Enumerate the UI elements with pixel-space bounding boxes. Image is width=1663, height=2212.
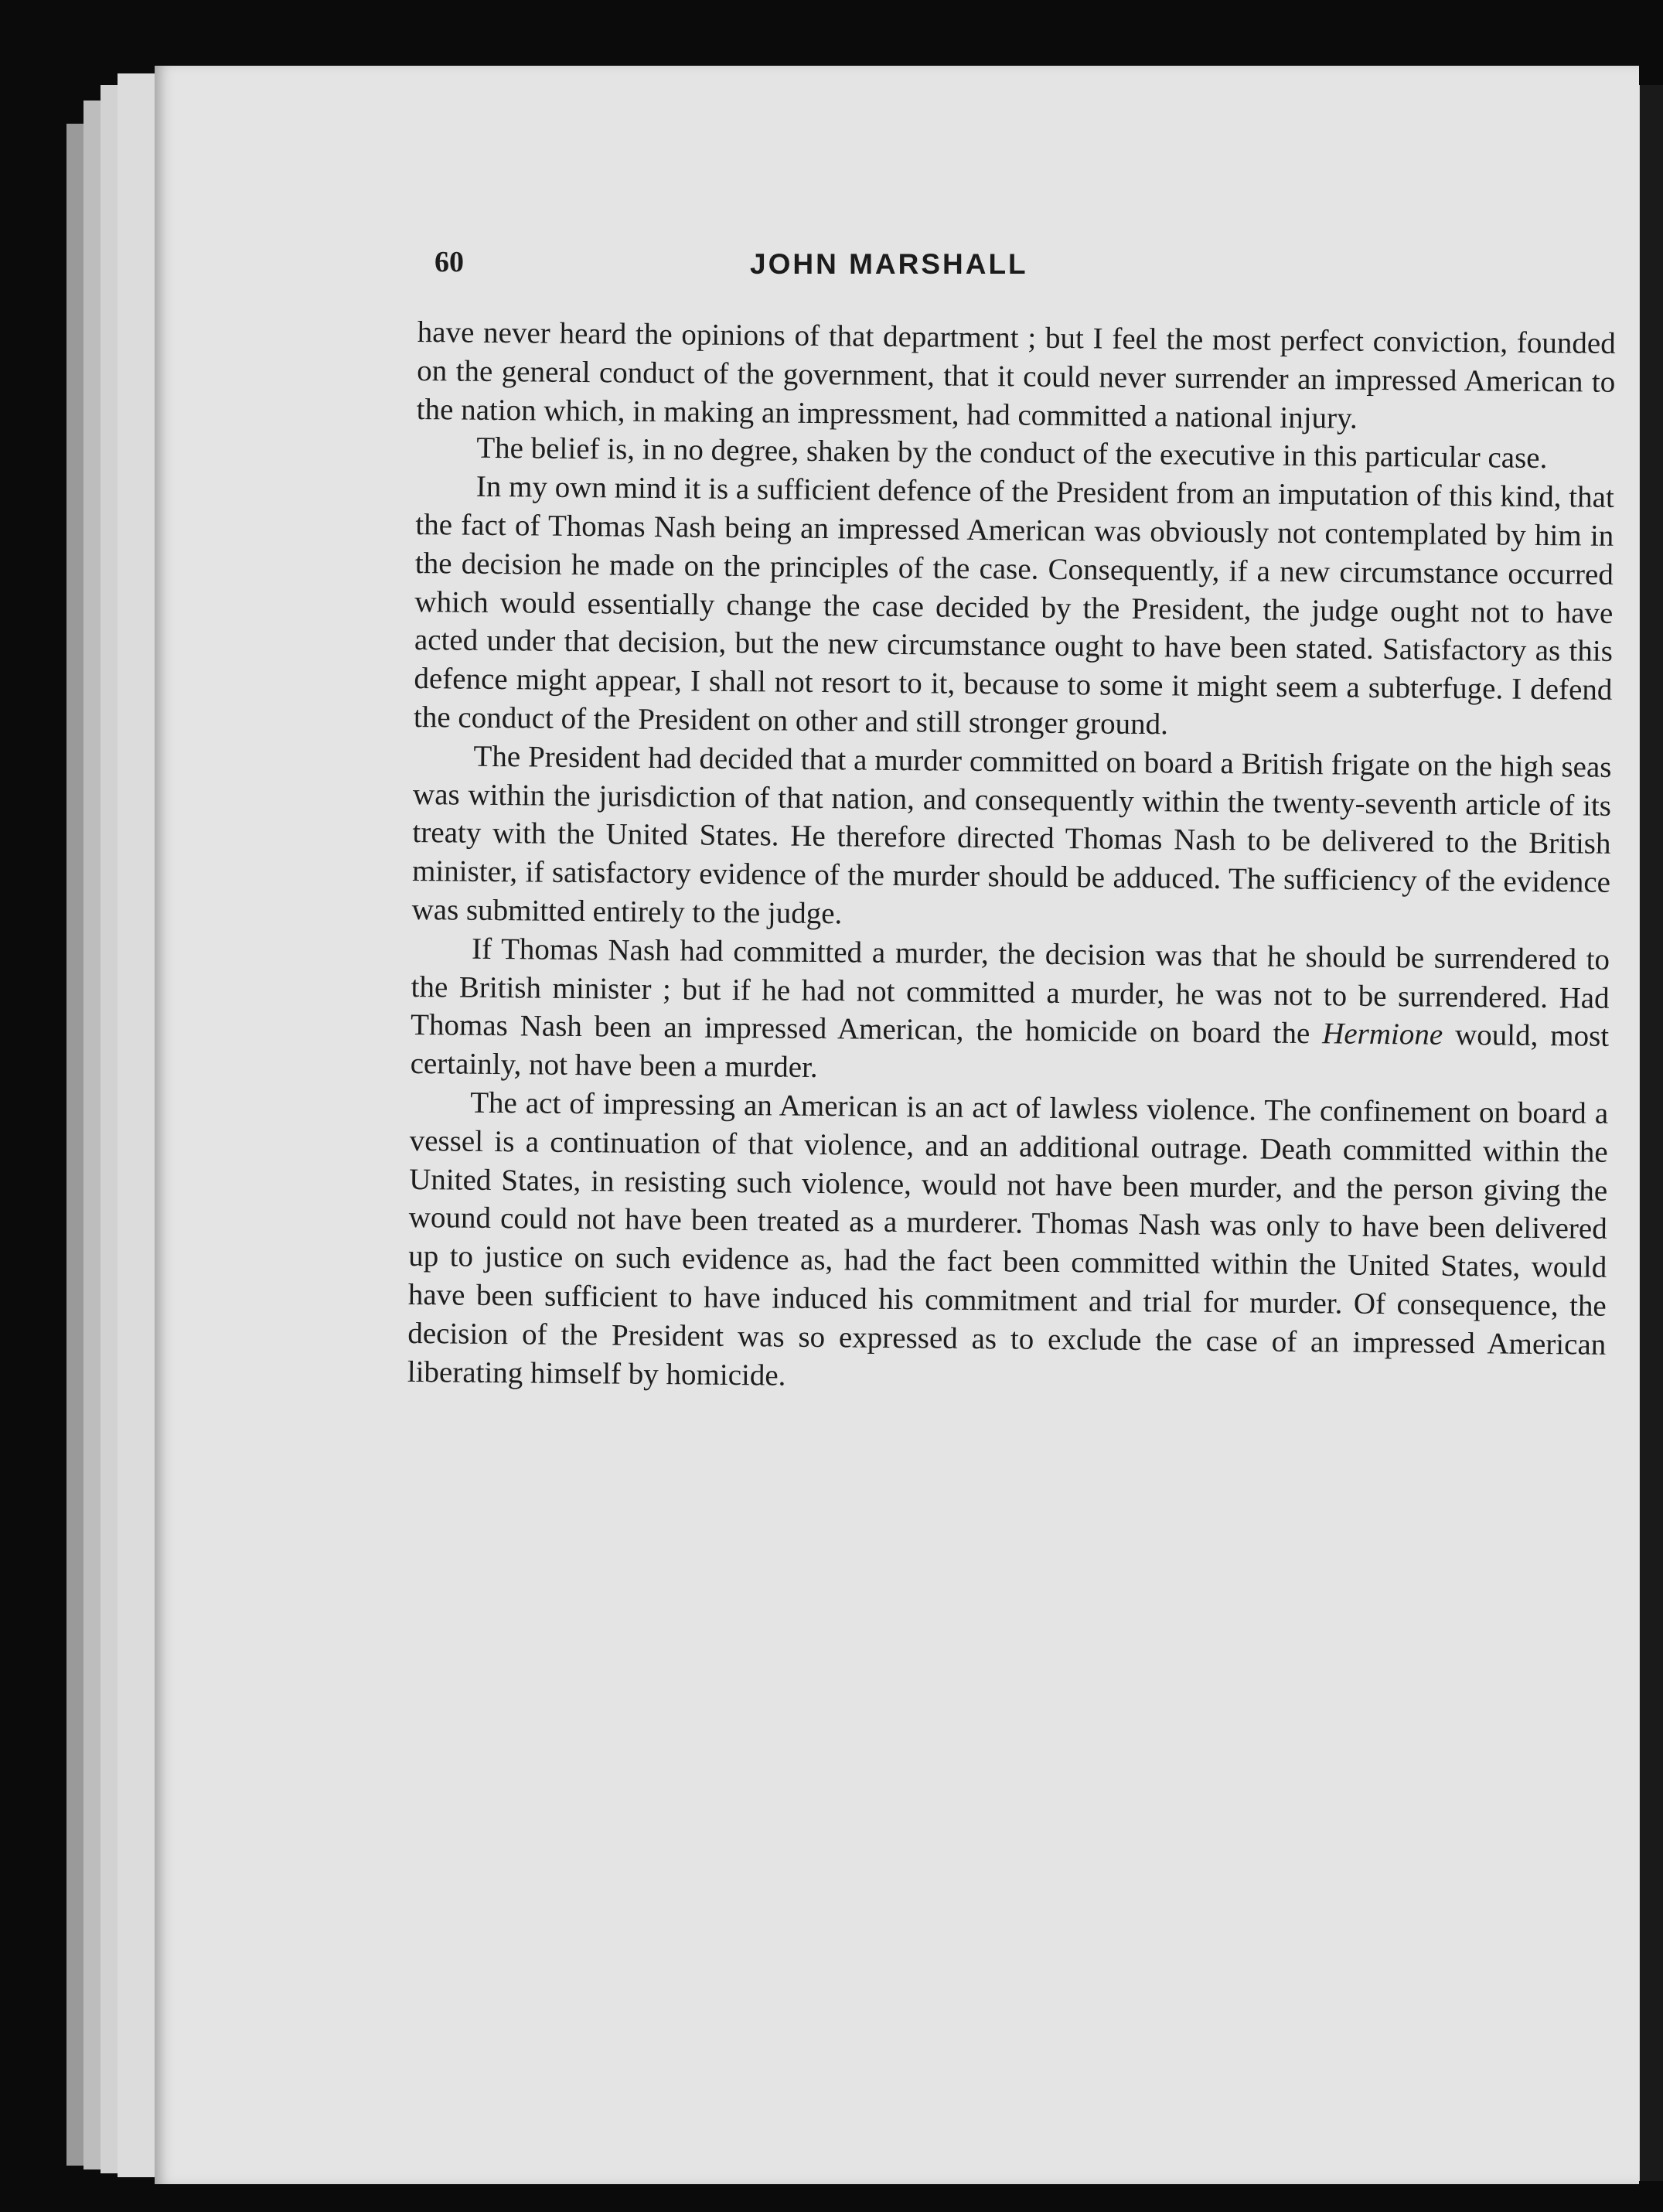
page-number: 60 [434,246,464,278]
book-page [155,66,1639,2184]
paragraph: The President had decided that a murder committed on board a British frigate on the high seas was within the jurisdiction of that nation, and consequently within the twenty-seventh article of its treaty with the United States. He therefore directed Thomas Nash to be delivered to the British minister, if satisfactory evidence of the murder should be adduced. The sufficiency of the evidence was submitted entirely to the judge. [411,739,1612,931]
paragraph-text: would, most certainly, not have been a murder. [410,1018,1610,1085]
paragraph: In my own mind it is a sufficient defence of the President from an imputation of this kind, that the fact of Thomas Nash being an impressed American was obviously not contemplated by him in the decision he made on the principles of the case. Consequently, if a new circumstance occurred which would essentially change the case decided by the President, the judge ought not to have acted under that decision, but the new circumstance ought to have been stated. Satisfactory as this defence might appear, I shall not resort to it, because to some it might seem a subterfuge. I defend the conduct of the President on other and still stronger ground. [413,469,1614,741]
paragraph-text: If Thomas Nash had committed a murder, the decision was that he should be surrendered to the British minister ; but if he had not committed a murder, he was not to be surrendered. Had Thomas Nash been an impressed American, the homicide on board the [410,932,1610,1051]
paragraph: The act of impressing an American is an act of lawless violence. The confinement on board a vessel is a continuation of that violence, and an additional outrage. Death committed within the United States, in resisting such violence, would not have been murder, and the person giving the wound could not have been treated as a murderer. Thomas Nash was only to have been delivered up to justice on such evidence as, had the fact been committed within the United States, would have been sufficient to have induced his commitment and trial for murder. Of consequence, the decision of the President was so expressed as to exclude the case of an impressed American liberating himself by homicide. [407,1086,1609,1392]
paragraph [410,929,1610,1095]
ship-name: Hermione [1321,1017,1443,1052]
paragraph: have never heard the opinions of that department ; but I feel the most perfect conviction, founded on the general conduct of the government, that it could never surrender an impressed American to the nation which, in making an impressment, had committed a national injury. [416,315,1616,435]
book-spine-edge [1635,85,1663,2181]
body-text [407,313,1616,1403]
running-head: JOHN MARSHALL [750,248,1028,280]
paragraph: The belief is, in no degree, shaken by the conduct of the executive in this particular case. [476,431,1548,475]
